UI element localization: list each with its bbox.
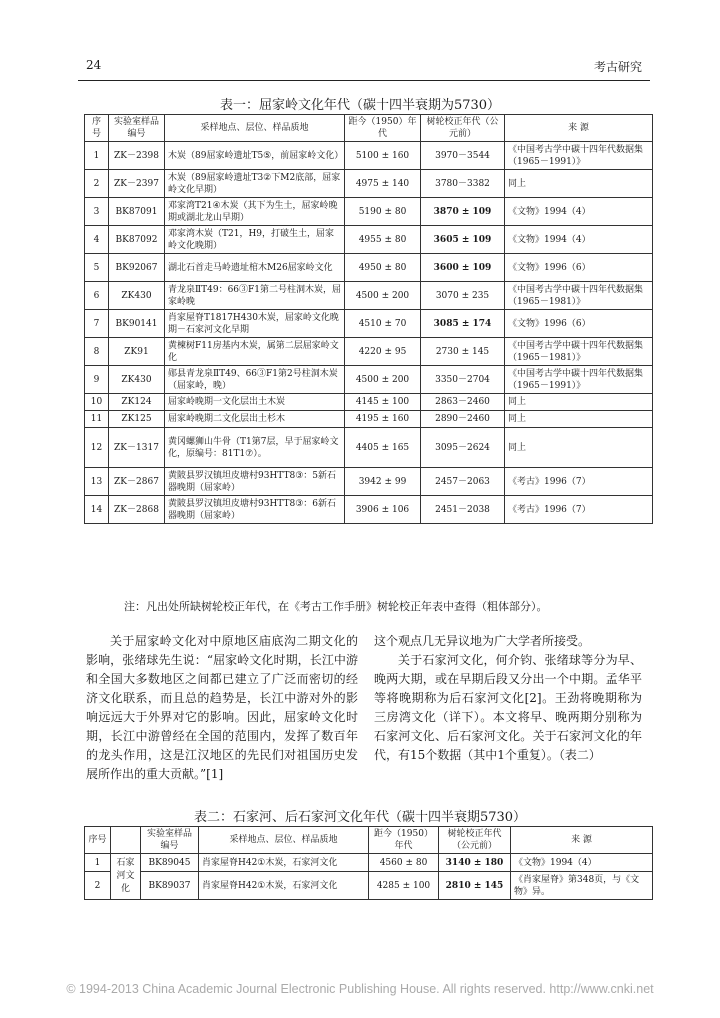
cell-bp-age: 4405 ± 165 (345, 428, 421, 468)
cell-calibrated-age: 2457－2063 (421, 468, 505, 496)
cell-source: 《文物》1996（6） (505, 254, 653, 282)
col-header-lab: 实验室样品编号 (109, 115, 165, 142)
page-number: 24 (86, 58, 102, 72)
cell-calibrated-age: 2863－2460 (421, 394, 505, 411)
table-row (85, 872, 653, 900)
col-header-no: 序号 (85, 115, 109, 142)
cell-calibrated-age: 3070 ± 235 (421, 282, 505, 310)
cell-lab-id: ZK－2398 (109, 142, 165, 170)
cell-calibrated-age-bold: 3600 ± 109 (433, 262, 492, 273)
cell-no: 6 (85, 282, 109, 310)
cell-calibrated-age: 2890－2460 (421, 411, 505, 428)
text-column-right (374, 632, 642, 765)
table-row (85, 142, 653, 170)
col-header-site: 采样地点、层位、样品质地 (199, 827, 369, 854)
cell-calibrated-age (421, 198, 505, 226)
table-row (85, 366, 653, 394)
col-header-source: 来 源 (505, 115, 653, 142)
paragraph-left: 关于屈家岭文化对中原地区庙底沟二期文化的影响，张绪球先生说：“屈家岭文化时期，长江中游和全国大多数地区之间都已建立了广泛而密切的经济文化联系，而且总的趋势是，长江中游对外的影响远远大于外界对它的影响。因此，屈家岭文化时期，长江中游曾经在全国的范围内，发挥了数百年的龙头作用，这是江汉地区的先民们对祖国历史发展所作出的重大贡献。”[1] (86, 634, 358, 781)
cell-lab-id: BK87092 (109, 226, 165, 254)
cell-calibrated-age (439, 872, 511, 900)
cell-lab-id: ZK91 (109, 338, 165, 366)
header-rule (78, 80, 650, 81)
col-header-site: 采样地点、层位、样品质地 (165, 115, 345, 142)
cell-calibrated-age (439, 854, 511, 872)
table1 (84, 114, 653, 524)
col-header-group (111, 827, 141, 854)
cell-lab-id: ZK－2397 (109, 170, 165, 198)
col-header-lab: 实验室样品编号 (141, 827, 199, 854)
cell-calibrated-age: 2730 ± 145 (421, 338, 505, 366)
cell-source: 《肖家屋脊》第348页，与《文物》异。 (511, 872, 653, 900)
cell-site: 屈家岭晚期一文化层出土木炭 (165, 394, 345, 411)
cell-no: 8 (85, 338, 109, 366)
table-row (85, 428, 653, 468)
cell-no: 1 (85, 142, 109, 170)
col-header-cal: 树轮校正年代（公元前） (421, 115, 505, 142)
cell-site: 黄陂县罗汉镇坦皮塘村93HTT8③：5新石器晚期（屈家岭） (165, 468, 345, 496)
cell-site: 湖北石首走马岭遗址棺木M26屈家岭文化 (165, 254, 345, 282)
cell-bp-age: 4145 ± 100 (345, 394, 421, 411)
cell-source: 《考古》1996（7） (505, 468, 653, 496)
cell-calibrated-age (421, 310, 505, 338)
cell-site: 黄陂县罗汉镇坦皮塘村93HTT8③：6新石器晚期（屈家岭） (165, 496, 345, 524)
cell-source: 同上 (505, 428, 653, 468)
cell-bp-age: 3942 ± 99 (345, 468, 421, 496)
cell-no: 2 (85, 872, 111, 900)
cell-no: 4 (85, 226, 109, 254)
cell-source: 同上 (505, 170, 653, 198)
cell-lab-id: BK92067 (109, 254, 165, 282)
cell-bp-age: 4975 ± 140 (345, 170, 421, 198)
cell-source: 《考古》1996（7） (505, 496, 653, 524)
table-row (85, 854, 653, 872)
paragraph-right-1: 这个观点几无异议地为广大学者所接受。 (374, 634, 591, 648)
cell-source: 《中国考古学中碳十四年代数据集（1965－1981）》 (505, 338, 653, 366)
cell-site: 屈家岭晚期二文化层出土杉木 (165, 411, 345, 428)
text-column-left (86, 632, 358, 784)
cell-bp-age: 4955 ± 80 (345, 226, 421, 254)
cell-no: 1 (85, 854, 111, 872)
cell-bp-age: 4500 ± 200 (345, 366, 421, 394)
table1-header-row (85, 115, 653, 142)
cell-no: 9 (85, 366, 109, 394)
cell-culture-group: 石家河文化 (111, 854, 141, 900)
cell-bp-age: 4195 ± 160 (345, 411, 421, 428)
table-row (85, 468, 653, 496)
table-row (85, 282, 653, 310)
cell-calibrated-age: 3780－3382 (421, 170, 505, 198)
col-header-bp: 距今（1950）年代 (345, 115, 421, 142)
cell-lab-id: ZK125 (109, 411, 165, 428)
cell-bp-age: 4220 ± 95 (345, 338, 421, 366)
cell-lab-id: ZK－2867 (109, 468, 165, 496)
cell-calibrated-age: 3095－2624 (421, 428, 505, 468)
cell-no: 2 (85, 170, 109, 198)
cell-no: 13 (85, 468, 109, 496)
paragraph-right-2: 关于石家河文化，何介钧、张绪球等分为早、晚两大期，或在早期后段又分出一个中期。孟华平等将晚期称为后石家河文化[2]。王劲将晚期称为三房湾文化（详下）。本文将早、晚两期分别称为石家河文化、后石家河文化。关于石家河文化的年代，有15个数据（其中1个重复）。（表二） (374, 653, 642, 762)
table-row (85, 394, 653, 411)
cell-source: 《文物》1994（4） (505, 226, 653, 254)
cell-bp-age: 4560 ± 80 (369, 854, 439, 872)
cell-lab-id: BK90141 (109, 310, 165, 338)
cell-bp-age: 4950 ± 80 (345, 254, 421, 282)
table-row (85, 496, 653, 524)
cell-lab-id: ZK430 (109, 282, 165, 310)
table-row (85, 170, 653, 198)
cell-site: 肖家屋脊H42①木炭，石家河文化 (199, 872, 369, 900)
copyright-footer: © 1994-2013 China Academic Journal Electronic Publishing House. All rights reserved. http://www.cnki.net (66, 982, 654, 996)
cell-calibrated-age: 3350－2704 (421, 366, 505, 394)
cell-site: 邓家湾木炭（T21，H9，打破生土，屈家岭文化晚期） (165, 226, 345, 254)
cell-source: 《中国考古学中碳十四年代数据集（1965－1981）》 (505, 282, 653, 310)
cell-bp-age: 5100 ± 160 (345, 142, 421, 170)
cell-bp-age: 4285 ± 100 (369, 872, 439, 900)
cell-source: 同上 (505, 394, 653, 411)
cell-bp-age: 4510 ± 70 (345, 310, 421, 338)
cell-calibrated-age-bold: 3605 ± 109 (433, 234, 492, 245)
col-header-source: 来 源 (511, 827, 653, 854)
cell-lab-id: BK87091 (109, 198, 165, 226)
cell-lab-id: ZK124 (109, 394, 165, 411)
cell-site: 木炭（89屈家岭遗址T3②下M2底部，屈家岭文化早期） (165, 170, 345, 198)
cell-no: 14 (85, 496, 109, 524)
table2-caption: 表二：石家河、后石家河文化年代（碳十四半衰期5730） (193, 810, 527, 825)
cell-site: 肖家屋脊H42①木炭，石家河文化 (199, 854, 369, 872)
cell-bp-age: 4500 ± 200 (345, 282, 421, 310)
cell-source: 《文物》1994（4） (511, 854, 653, 872)
cell-lab-id: ZK－1317 (109, 428, 165, 468)
cell-calibrated-age (421, 226, 505, 254)
cell-lab-id: BK89037 (141, 872, 199, 900)
cell-site: 木炭（89屈家岭遗址T5⑤，前屈家岭文化） (165, 142, 345, 170)
cell-calibrated-age-bold: 3085 ± 174 (433, 318, 492, 329)
cell-bp-age: 3906 ± 106 (345, 496, 421, 524)
table-row (85, 338, 653, 366)
cell-lab-id: BK89045 (141, 854, 199, 872)
journal-name: 考古研究 (593, 60, 642, 74)
cell-no: 12 (85, 428, 109, 468)
cell-bp-age: 5190 ± 80 (345, 198, 421, 226)
cell-calibrated-age-bold: 3870 ± 109 (433, 206, 492, 217)
cell-no: 11 (85, 411, 109, 428)
col-header-cal: 树轮校正年代（公元前） (439, 827, 511, 854)
cell-no: 5 (85, 254, 109, 282)
cell-source: 《中国考古学中碳十四年代数据集（1965－1991）》 (505, 366, 653, 394)
cell-site: 邓家湾T21④木炭（其下为生土，屈家岭晚期或湖北龙山早期） (165, 198, 345, 226)
col-header-bp: 距今（1950）年代 (369, 827, 439, 854)
cell-calibrated-age (421, 254, 505, 282)
cell-no: 3 (85, 198, 109, 226)
cell-site: 黄楝树F11房基内木炭，属第二层屈家岭文化 (165, 338, 345, 366)
table1-note: 注：凡出处所缺树轮校正年代，在《考古工作手册》树轮校正年表中查得（粗体部分）。 (124, 600, 548, 613)
table-row (85, 254, 653, 282)
cell-no: 7 (85, 310, 109, 338)
cell-source: 同上 (505, 411, 653, 428)
cell-source: 《中国考古学中碳十四年代数据集（1965－1991）》 (505, 142, 653, 170)
cell-site: 肖家屋脊T1817H430木炭，屈家岭文化晚期－石家河文化早期 (165, 310, 345, 338)
table-row (85, 198, 653, 226)
cell-site: 黄冈螺狮山牛骨（T1第7层，早于屈家岭文化，原编号：81T1⑦）。 (165, 428, 345, 468)
cell-lab-id: ZK－2868 (109, 496, 165, 524)
cell-calibrated-age-bold: 3140 ± 180 (445, 857, 504, 868)
table2-header-row (85, 827, 653, 854)
cell-source: 《文物》1996（6） (505, 310, 653, 338)
cell-lab-id: ZK430 (109, 366, 165, 394)
cell-source: 《文物》1994（4） (505, 198, 653, 226)
cell-site: 青龙泉ⅡT49：66③F1第二号柱洞木炭，屈家岭晚 (165, 282, 345, 310)
cell-calibrated-age-bold: 2810 ± 145 (445, 880, 504, 891)
cell-site: 郧县青龙泉ⅡT49、66③F1第2号柱洞木炭（屈家岭，晚） (165, 366, 345, 394)
cell-calibrated-age: 3970－3544 (421, 142, 505, 170)
table-row (85, 226, 653, 254)
table1-caption: 表一：屈家岭文化年代（碳十四半衰期为5730） (219, 98, 501, 113)
table-row (85, 411, 653, 428)
cell-no: 10 (85, 394, 109, 411)
col-header-no: 序号 (85, 827, 111, 854)
table-row (85, 310, 653, 338)
cell-calibrated-age: 2451－2038 (421, 496, 505, 524)
table2 (84, 826, 653, 900)
